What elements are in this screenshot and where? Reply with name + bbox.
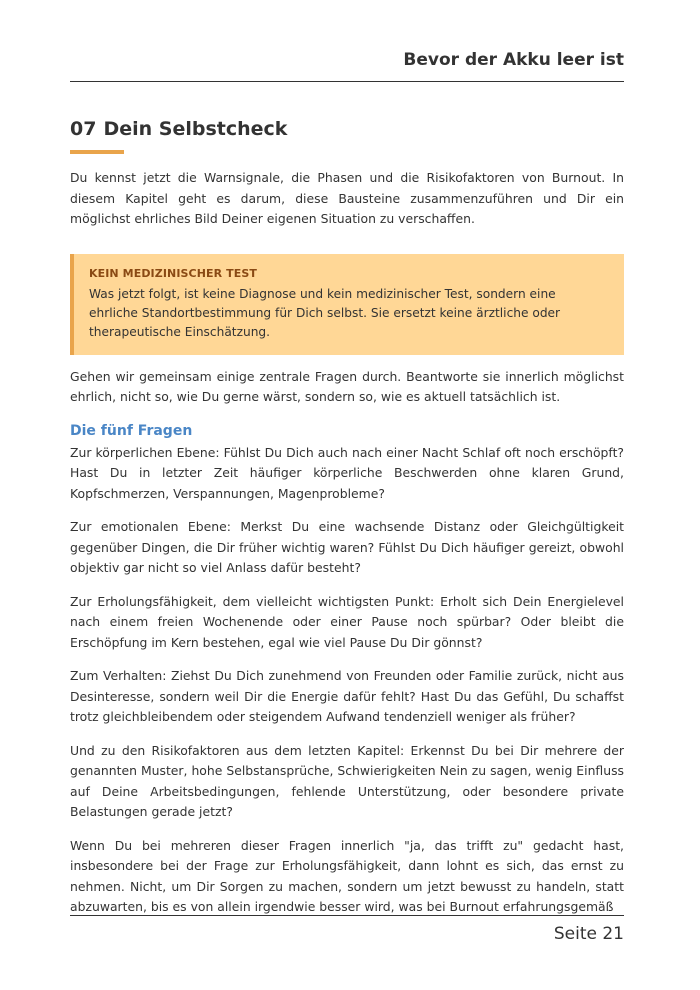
body-paragraph: Zur Erholungsfähigkeit, dem vielleicht wichtigsten Punkt: Erholt sich Dein Energielevel nach einem freien Wochenende oder einer Pause noch spürbar? Oder bleibt die Erschöpfung im Kern bestehen, egal wie viel Pause Du Dir gönnst? bbox=[70, 593, 624, 650]
callout-text: Was jetzt folgt, ist keine Diagnose und kein medizinischer Test, sondern eine ehrliche Standortbestimmung für Dich selbst. Sie ersetzt keine ärztliche oder therapeutische Einschätzung. bbox=[89, 286, 561, 339]
section-heading: Die fünf Fragen bbox=[70, 422, 193, 439]
chapter-heading bbox=[70, 118, 287, 140]
chapter-title: Dein Selbstcheck bbox=[103, 118, 288, 140]
body-paragraph: Zur körperlichen Ebene: Fühlst Du Dich auch nach einer Nacht Schlaf oft noch erschöpft? Hast Du in letzter Zeit häufiger körperliche Beschwerden ohne klaren Grund, Kopfschmerzen, Verspannungen, Magenprobleme? bbox=[70, 444, 624, 501]
page-content bbox=[70, 168, 624, 931]
chapter-accent-bar bbox=[70, 150, 124, 154]
chapter-number: 07 bbox=[70, 118, 97, 140]
lead-paragraph: Gehen wir gemeinsam einige zentrale Fragen durch. Beantworte sie innerlich möglichst ehrlich, nicht so, wie Du gerne wärst, sondern so, wie es aktuell tatsächlich ist. bbox=[70, 368, 624, 404]
running-header: Bevor der Akku leer ist bbox=[403, 50, 624, 70]
intro-paragraph: Du kennst jetzt die Warnsignale, die Phasen und die Risikofaktoren von Burnout. In diesem Kapitel geht es darum, diese Bausteine zusammenzuführen und Dir ein möglichst ehrliches Bild Deiner eigenen Situation zu verschaffen. bbox=[70, 170, 624, 226]
body-paragraph: Wenn Du bei mehreren dieser Fragen innerlich "ja, das trifft zu" gedacht hast, insbesondere bei der Frage zur Erholungsfähigkeit, dann lohnt es sich, das ernst zu nehmen. Nicht, um Dir Sorgen zu machen, sondern um jetzt bewusst zu handeln, statt abzuwarten, bis es von allein irgendwie besser wird, was bei Burnout erfahrungsgemäß bbox=[70, 837, 624, 914]
page-number: Seite 21 bbox=[553, 924, 624, 944]
header-divider bbox=[70, 81, 624, 82]
body-paragraph: Zum Verhalten: Ziehst Du Dich zunehmend von Freunden oder Familie zurück, nicht aus Desinteresse, sondern weil Dir die Energie dafür fehlt? Hast Du das Gefühl, Du schaffst trotz gleichbleibendem oder steigendem Aufwand tendenziell weniger als früher? bbox=[70, 668, 624, 724]
footer-divider bbox=[70, 915, 624, 916]
callout-box bbox=[70, 254, 624, 355]
callout-title: KEIN MEDIZINISCHER TEST bbox=[89, 266, 257, 280]
body-paragraph: Zur emotionalen Ebene: Merkst Du eine wachsende Distanz oder Gleichgültigkeit gegenüber Dingen, die Dir früher wichtig waren? Fühlst Du Dich häufiger gereizt, obwohl objektiv gar nicht so viel Anlass dafür besteht? bbox=[70, 519, 624, 575]
body-paragraph: Und zu den Risikofaktoren aus dem letzten Kapitel: Erkennst Du bei Dir mehrere der genannten Muster, hohe Selbstansprüche, Schwierigkeiten Nein zu sagen, wenig Einfluss auf Deine Arbeitsbedingungen, fehlende Unterstützung, oder besondere private Belastungen gerade jetzt? bbox=[70, 742, 624, 819]
document-page bbox=[70, 0, 624, 990]
